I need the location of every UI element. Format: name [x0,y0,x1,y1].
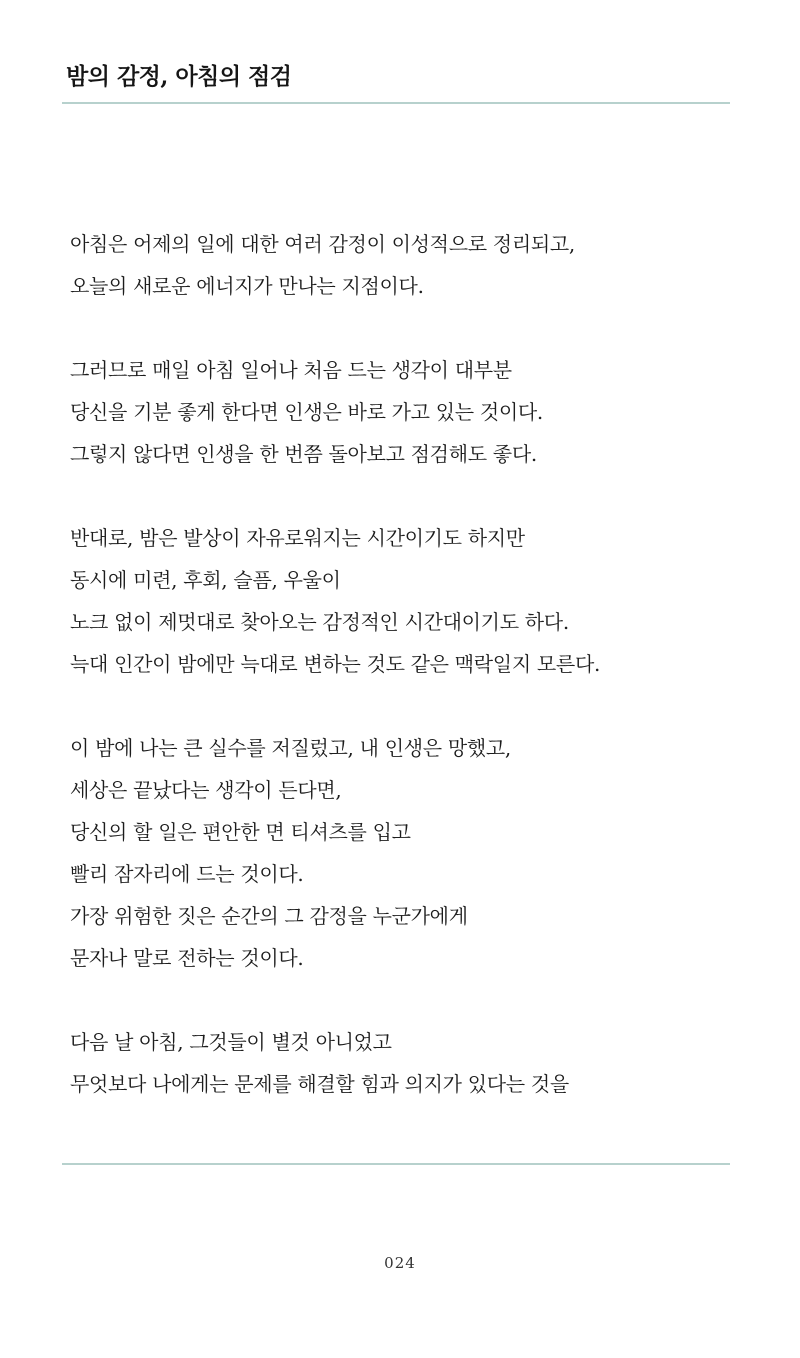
text-line: 동시에 미련, 후회, 슬픔, 우울이 [70,568,341,592]
text-line: 무엇보다 나에게는 문제를 해결할 힘과 의지가 있다는 것을 [70,1072,569,1096]
text-line: 가장 위험한 짓은 순간의 그 감정을 누군가에게 [70,904,468,928]
text-line: 그러므로 매일 아침 일어나 처음 드는 생각이 대부분 [70,358,512,382]
text-line: 늑대 인간이 밤에만 늑대로 변하는 것도 같은 맥락일지 모른다. [70,652,601,676]
text-line: 노크 없이 제멋대로 찾아오는 감정적인 시간대이기도 하다. [70,610,569,634]
body-text [70,223,730,1147]
page-title: 밤의 감정, 아침의 점검 [66,63,292,90]
text-line: 당신의 할 일은 편안한 면 티셔츠를 입고 [70,820,411,844]
text-line: 그렇지 않다면 인생을 한 번쯤 돌아보고 점검해도 좋다. [70,442,537,466]
paragraph [70,517,730,685]
text-line: 반대로, 밤은 발상이 자유로워지는 시간이기도 하지만 [70,526,525,550]
text-line: 오늘의 새로운 에너지가 만나는 지점이다. [70,274,424,298]
text-line: 빨리 잠자리에 드는 것이다. [70,862,304,886]
paragraph [70,727,730,979]
paragraph [70,223,730,307]
paragraph [70,349,730,475]
text-line: 세상은 끝났다는 생각이 든다면, [70,778,342,802]
text-line: 이 밤에 나는 큰 실수를 저질렀고, 내 인생은 망했고, [70,736,511,760]
paragraph [70,1021,730,1105]
text-line: 다음 날 아침, 그것들이 별것 아니었고 [70,1030,392,1054]
text-line: 당신을 기분 좋게 한다면 인생은 바로 가고 있는 것이다. [70,400,543,424]
page-number: 024 [384,1254,416,1272]
text-line: 아침은 어제의 일에 대한 여러 감정이 이성적으로 정리되고, [70,232,575,256]
top-divider [62,102,730,104]
bottom-divider [62,1163,730,1165]
text-line: 문자나 말로 전하는 것이다. [70,946,304,970]
